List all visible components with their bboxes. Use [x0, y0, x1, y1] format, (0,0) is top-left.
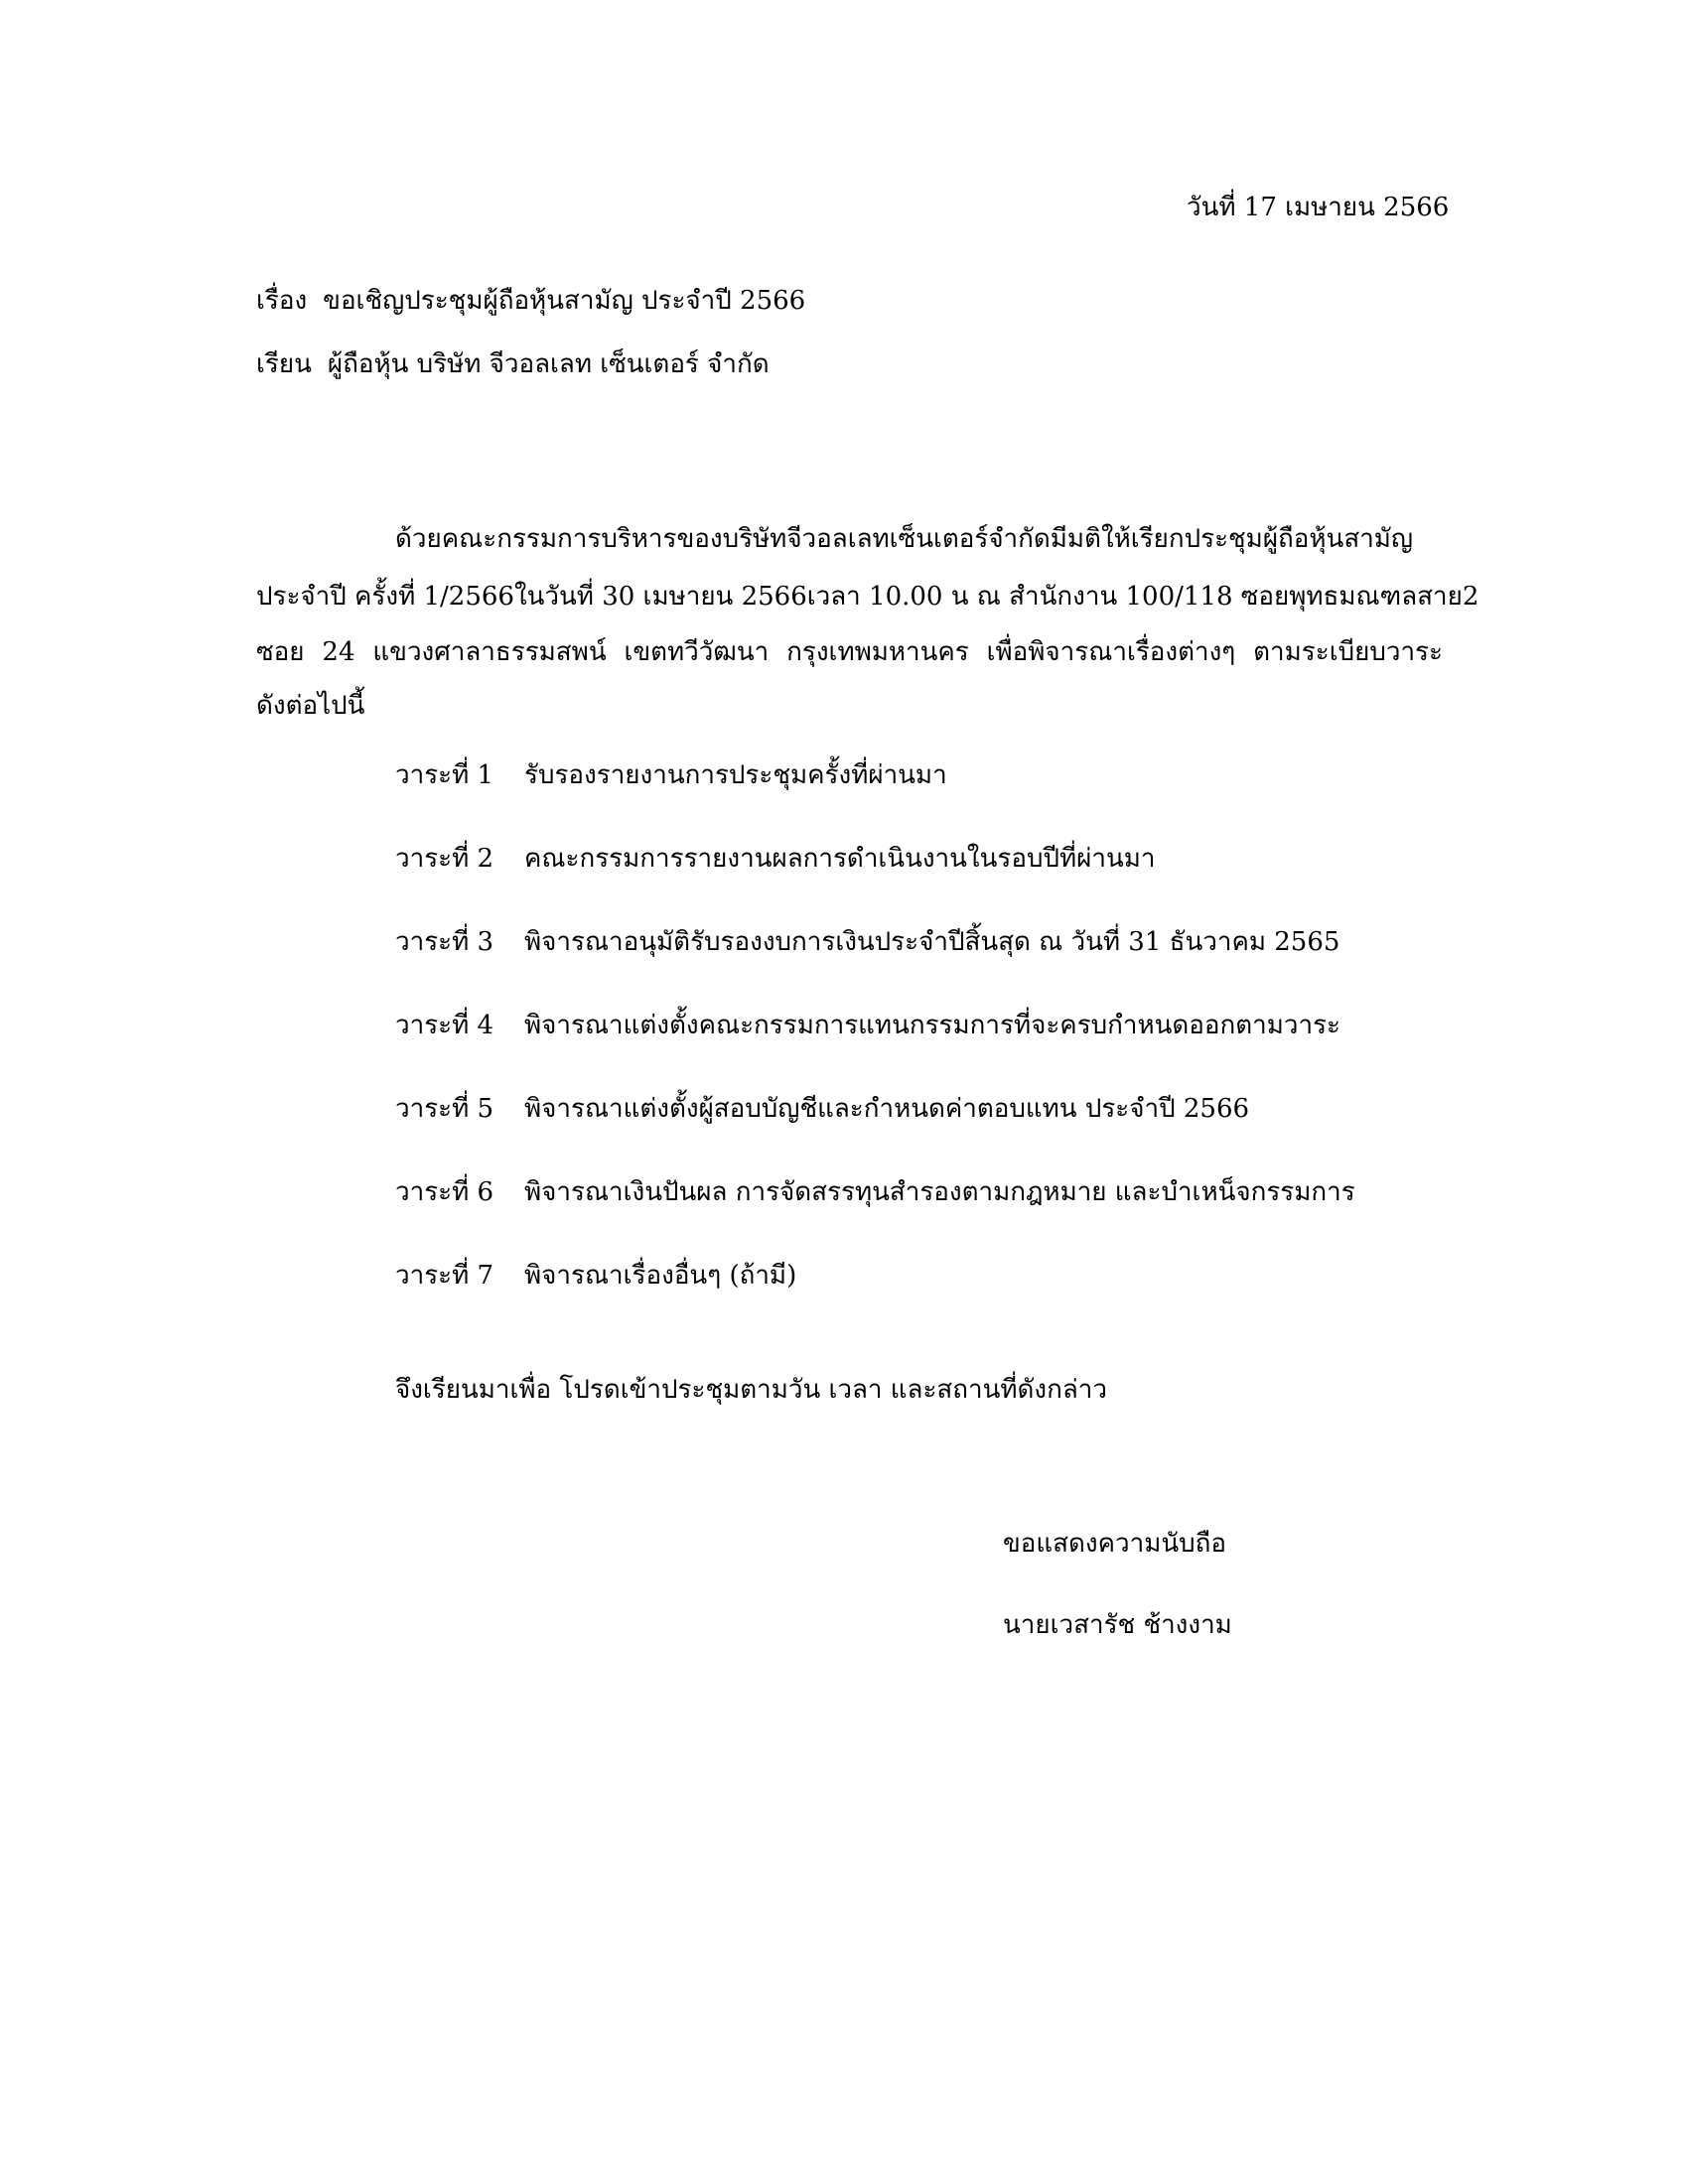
signature-name: นายเวสารัช ช้างงาม	[1003, 1610, 1232, 1640]
body-line-3-word: กรุงเทพมหานคร	[786, 637, 969, 667]
signature-regards: ขอแสดงความนับถือ	[1003, 1529, 1226, 1559]
agenda-text: รับรองรายงานการประชุมครั้งที่ผ่านมา	[524, 760, 947, 790]
agenda-text: พิจารณาเงินปันผล การจัดสรรทุนสำรองตามกฎหมาย และบำเหน็จกรรมการ	[524, 1177, 1355, 1207]
agenda-text: พิจารณาแต่งตั้งผู้สอบบัญชีและกำหนดค่าตอบแทน ประจำปี 2566	[524, 1094, 1250, 1124]
agenda-number: วาระที่ 4	[395, 1011, 494, 1040]
body-line-3-word: แขวงศาลาธรรมสพน์	[372, 637, 607, 667]
agenda-item-2	[395, 842, 1155, 876]
agenda-item-4	[395, 1009, 1340, 1042]
body-line-3-word: ซอย	[256, 637, 305, 667]
body-line-2: ประจำปี ครั้งที่ 1/2566ในวันที่ 30 เมษายน 2566เวลา 10.00 น ณ สำนักงาน 100/118 ซอยพุทธมณฑลสาย2	[256, 582, 1479, 612]
body-line-3-word: ตามระเบียบวาระ	[1253, 637, 1443, 667]
agenda-item-5	[395, 1092, 1249, 1126]
body-line-3-word: 24	[322, 637, 355, 667]
recipient-label: เรียน	[256, 349, 312, 379]
agenda-item-3	[395, 925, 1339, 959]
subject-label: เรื่อง	[256, 286, 308, 316]
agenda-number: วาระที่ 2	[395, 844, 494, 874]
body-line-1: ด้วยคณะกรรมการบริหารของบริษัทจีวอลเลทเซ็นเตอร์จำกัดมีมติให้เรียกประชุมผู้ถือหุ้นสามัญ	[395, 524, 1414, 554]
agenda-text: คณะกรรมการรายงานผลการดำเนินงานในรอบปีที่ผ่านมา	[524, 844, 1156, 874]
body-line-3	[256, 635, 1443, 669]
agenda-number: วาระที่ 5	[395, 1094, 494, 1124]
agenda-number: วาระที่ 3	[395, 927, 494, 957]
agenda-text: พิจารณาอนุมัติรับรองงบการเงินประจำปีสิ้นสุด ณ วันที่ 31 ธันวาคม 2565	[524, 927, 1340, 957]
recipient-text: ผู้ถือหุ้น บริษัท จีวอลเลท เซ็นเตอร์ จำกัด	[327, 349, 770, 379]
body-line-3-word: เพื่อพิจารณาเรื่องต่างๆ	[986, 637, 1236, 667]
recipient-line	[256, 347, 770, 381]
closing-sentence: จึงเรียนมาเพื่อ โปรดเข้าประชุมตามวัน เวลา และสถานที่ดังกล่าว	[395, 1375, 1108, 1405]
agenda-text: พิจารณาเรื่องอื่นๆ (ถ้ามี)	[524, 1261, 797, 1291]
letter-date: วันที่ 17 เมษายน 2566	[1187, 193, 1450, 222]
agenda-number: วาระที่ 7	[395, 1261, 494, 1291]
subject-text: ขอเชิญประชุมผู้ถือหุ้นสามัญ ประจำปี 2566	[323, 286, 806, 316]
agenda-text: พิจารณาแต่งตั้งคณะกรรมการแทนกรรมการที่จะครบกำหนดออกตามวาระ	[524, 1011, 1341, 1040]
agenda-item-6	[395, 1175, 1355, 1209]
subject-line	[256, 284, 805, 318]
agenda-item-1	[395, 758, 947, 792]
body-line-3-word: เขตทวีวัฒนา	[624, 637, 770, 667]
agenda-number: วาระที่ 1	[395, 760, 494, 790]
body-line-4: ดังต่อไปนี้	[256, 691, 365, 721]
agenda-item-7	[395, 1259, 796, 1293]
agenda-number: วาระที่ 6	[395, 1177, 494, 1207]
